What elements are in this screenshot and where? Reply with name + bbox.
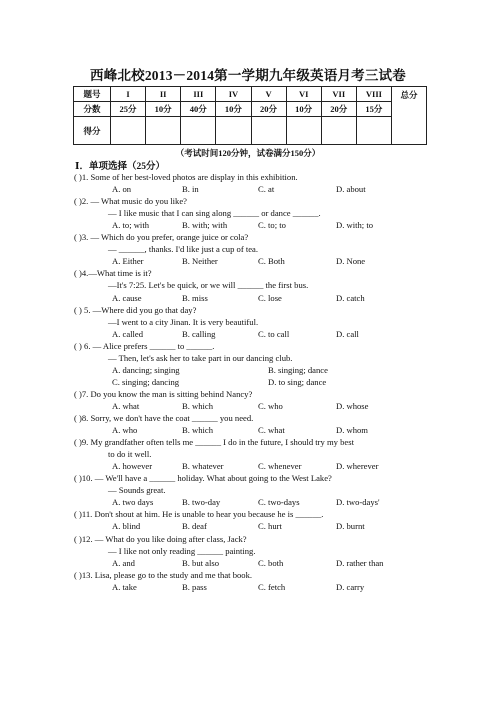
answer-option[interactable]: B. deaf — [182, 521, 207, 532]
score-points-cell: 10分 — [216, 102, 251, 117]
answer-option[interactable]: C. what — [258, 425, 285, 436]
question-stem: ( )3. — Which do you prefer, orange juice or cola? — [74, 232, 249, 243]
score-defen-input[interactable] — [181, 117, 216, 145]
score-header-cell: I — [111, 87, 146, 102]
question-stem: ( ) 6. — Alice prefers ______ to ______. — [74, 340, 215, 351]
score-header-cell: IV — [216, 87, 251, 102]
answer-option[interactable]: A. two days — [112, 497, 154, 508]
score-header-cell: VII — [321, 87, 356, 102]
answer-option[interactable]: B. pass — [182, 581, 207, 592]
question-stem: ( )8. Sorry, we don't have the coat ______ you need. — [74, 413, 254, 423]
score-defen-label: 得分 — [74, 117, 111, 145]
answer-option[interactable]: D. burnt — [336, 521, 365, 532]
answer-option[interactable]: B. which — [182, 425, 214, 436]
question-stem: ( )11. Don't shout at him. He is unable to hear you because he is ______. — [74, 509, 324, 520]
score-points-cell: 10分 — [146, 102, 181, 117]
question-stem: ( )10. — We'll have a ______ holiday. What about going to the West Lake? — [74, 473, 332, 484]
answer-option[interactable]: B. but also — [182, 557, 220, 568]
answer-option[interactable]: A. and — [112, 557, 135, 568]
score-table-points-row — [74, 102, 427, 117]
question-dialogue-line: —I went to a city Jinan. It is very beautiful. — [108, 316, 259, 327]
answer-option[interactable]: D. wherever — [336, 461, 379, 472]
score-points-cell: 15分 — [356, 102, 391, 117]
answer-option[interactable]: C. Both — [258, 256, 285, 267]
question-stem: ( )1. Some of her best-loved photos are display in this exhibition. — [74, 172, 298, 182]
question-stem: ( ) 5. —Where did you go that day? — [74, 304, 197, 315]
answer-option[interactable]: B. Neither — [182, 256, 218, 267]
score-defen-input[interactable] — [356, 117, 391, 145]
answer-option[interactable]: A. on — [112, 184, 132, 195]
question-dialogue-line: — I like music that I can sing along ______ or dance ______. — [108, 208, 321, 219]
answer-option[interactable]: D. about — [336, 184, 366, 195]
answer-option[interactable]: B. with; with — [182, 220, 228, 231]
score-points-cell: 20分 — [321, 102, 356, 117]
score-points-cell: 25分 — [111, 102, 146, 117]
question-dialogue-line: — Sounds great. — [108, 485, 166, 496]
answer-option[interactable]: C. whenever — [258, 461, 302, 472]
answer-option[interactable]: A. take — [112, 581, 137, 592]
question-stem: ( )2. — What music do you like? — [74, 196, 187, 207]
question-dialogue-line: to do it well. — [108, 449, 152, 460]
answer-option[interactable]: D. to sing; dance — [268, 376, 327, 387]
exam-title: 西峰北校2013－2014第一学期九年级英语月考三试卷 — [90, 68, 406, 83]
score-table-defen-row — [74, 117, 427, 145]
answer-option[interactable]: D. call — [336, 328, 359, 339]
question-dialogue-line: — ______, thanks. I'd like just a cup of tea. — [108, 244, 259, 255]
answer-option[interactable]: C. fetch — [258, 581, 286, 592]
answer-option[interactable]: B. calling — [182, 328, 216, 339]
score-defen-input[interactable] — [111, 117, 146, 145]
question-stem: ( )12. — What do you like doing after class, Jack? — [74, 533, 247, 544]
answer-option[interactable]: B. singing; dance — [268, 364, 328, 375]
answer-option[interactable]: D. rather than — [336, 557, 384, 568]
score-table-header-row — [74, 87, 427, 102]
answer-option[interactable]: D. whom — [336, 425, 368, 436]
question-dialogue-line: — I like not only reading ______ painting. — [108, 545, 256, 556]
answer-option[interactable]: D. with; to — [336, 220, 374, 231]
question-stem: ( )13. Lisa, please go to the study and me that book. — [74, 569, 253, 580]
score-points-cell: 分数 — [74, 102, 111, 117]
answer-option[interactable]: A. called — [112, 328, 144, 339]
answer-option[interactable]: D. two-days' — [336, 497, 380, 508]
score-header-cell: II — [146, 87, 181, 102]
answer-option[interactable]: B. in — [182, 184, 199, 195]
score-defen-input[interactable] — [286, 117, 321, 145]
exam-note: （考试时间120分钟，试卷满分150分） — [175, 148, 321, 158]
answer-option[interactable]: C. lose — [258, 292, 282, 303]
question-stem: ( )9. My grandfather often tells me ______ I do in the future, I should try my best — [74, 437, 354, 448]
score-points-cell: 20分 — [251, 102, 286, 117]
answer-option[interactable]: D. whose — [336, 400, 369, 411]
answer-option[interactable]: A. who — [112, 425, 138, 436]
answer-option[interactable]: B. two-day — [182, 497, 221, 508]
answer-option[interactable]: A. however — [112, 461, 153, 472]
score-header-cell: V — [251, 87, 286, 102]
score-header-cell: III — [181, 87, 216, 102]
answer-option[interactable]: C. to; to — [258, 220, 286, 231]
answer-option[interactable]: C. singing; dancing — [112, 376, 180, 387]
question-dialogue-line: —It's 7:25. Let's be quick, or we will ______ the first bus. — [108, 280, 309, 291]
score-table — [73, 86, 427, 145]
score-header-cell: 题号 — [74, 87, 111, 102]
score-points-cell: 10分 — [286, 102, 321, 117]
answer-option[interactable]: D. None — [336, 256, 366, 267]
answer-option[interactable]: A. cause — [112, 292, 142, 303]
question-stem: ( )7. Do you know the man is sitting behind Nancy? — [74, 388, 253, 399]
answer-option[interactable]: B. miss — [182, 292, 208, 303]
answer-option[interactable]: C. at — [258, 184, 275, 195]
score-header-cell: VI — [286, 87, 321, 102]
score-defen-input[interactable] — [251, 117, 286, 145]
score-total-cell: 总分 — [392, 87, 427, 145]
answer-option[interactable]: C. two-days — [258, 497, 300, 508]
answer-option[interactable]: B. whatever — [182, 461, 224, 472]
answer-option[interactable]: C. who — [258, 400, 283, 411]
score-header-cell: VIII — [356, 87, 391, 102]
score-defen-input[interactable] — [321, 117, 356, 145]
score-defen-input[interactable] — [146, 117, 181, 145]
answer-option[interactable]: D. catch — [336, 292, 365, 303]
answer-option[interactable]: A. Either — [112, 256, 144, 267]
answer-option[interactable]: C. hurt — [258, 521, 282, 532]
answer-option[interactable]: A. dancing; singing — [112, 364, 180, 375]
score-defen-input[interactable] — [216, 117, 251, 145]
answer-option[interactable]: D. carry — [336, 581, 365, 592]
answer-option[interactable]: B. which — [182, 400, 214, 411]
answer-option[interactable]: A. what — [112, 400, 140, 411]
score-points-cell: 40分 — [181, 102, 216, 117]
question-stem: ( )4.—What time is it? — [74, 268, 152, 279]
section-title: Ⅰ．单项选择（25分） — [75, 162, 165, 172]
answer-option[interactable]: A. blind — [112, 521, 141, 532]
question-dialogue-line: — Then, let's ask her to take part in our dancing club. — [108, 352, 293, 363]
answer-option[interactable]: C. to call — [258, 328, 290, 339]
answer-option[interactable]: C. both — [258, 557, 284, 568]
answer-option[interactable]: A. to; with — [112, 220, 150, 231]
